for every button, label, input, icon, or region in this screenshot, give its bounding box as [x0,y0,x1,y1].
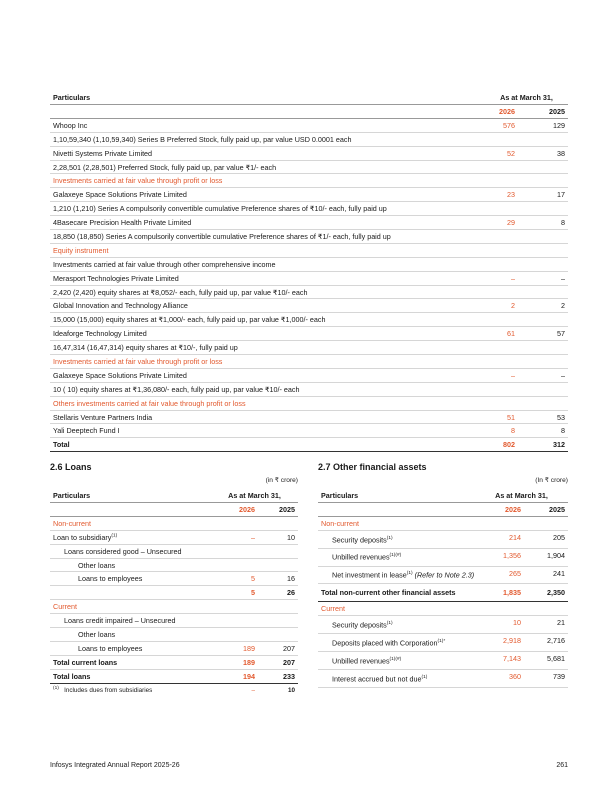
section-label: Current [318,602,568,616]
value-2026: 10 [475,616,521,634]
table-row [50,118,568,132]
value-2026: 7,143 [475,652,521,670]
value-2025: 21 [521,616,568,634]
row-label: Loans considered good – Unsecured [50,544,298,558]
value-2025: 739 [521,669,568,687]
value-2026 [455,396,515,410]
table-header [318,488,568,503]
section-label: Non-current [50,516,298,530]
value-2026: 2 [455,299,515,313]
row-label: 1,210 (1,210) Series A compulsorily convertible cumulative Preference shares of ₹10/- each, fully paid up [50,202,455,216]
value-2026: – [455,368,515,382]
value-2025 [515,174,568,188]
ofa-unit: (In ₹ crore) [535,477,568,484]
footnote-ref: (1) [386,535,393,541]
value-2025: 8 [515,216,568,230]
value-2025: 129 [515,118,568,132]
value-2026: 61 [455,327,515,341]
row-label: Galaxeye Space Solutions Private Limited [50,368,455,382]
row-label: Loans to employees [50,641,211,655]
total-row [50,438,568,452]
year-2026: 2026 [211,503,255,517]
year-2026: 2026 [475,503,521,517]
row-label: Loans to employees [50,572,211,586]
table-row [50,396,568,410]
row-label: Total non-current other financial assets [318,584,475,602]
value-2026 [455,285,515,299]
table-row [50,257,568,271]
row-label: Other loans [50,558,298,572]
row-label: Net investment in lease [332,570,407,580]
table-row [318,548,568,566]
row-label: Investments carried at fair value through profit or loss [50,174,455,188]
value-2026: 1,835 [475,584,521,602]
table-header [50,90,568,105]
row-label: Equity instrument [50,243,455,257]
table-row [318,652,568,670]
value-2025 [515,202,568,216]
value-2026: 360 [475,669,521,687]
value-2026 [455,382,515,396]
table-row [50,628,298,642]
col-period: As at March 31, [475,488,568,503]
footer-report-title: Infosys Integrated Annual Report 2025-26 [50,762,180,769]
value-2026: 194 [211,669,255,683]
section-label: Non-current [318,516,568,530]
note-reference: (Refer to Note 2.3) [412,570,475,580]
table-row [318,530,568,548]
col-period: As at March 31, [211,488,298,503]
value-2026 [455,313,515,327]
loans-table [50,488,298,696]
row-label: Unbilled revenues [332,656,390,666]
value-2025: 1,904 [521,548,568,566]
col-period: As at March 31, [455,90,568,105]
footnote-ref: (1) [386,620,393,626]
row-label: Loan to subsidiary [53,532,112,542]
footnote-ref: (1) [406,571,413,577]
value-2025: 312 [515,438,568,452]
loans-unit: (in ₹ crore) [265,477,298,484]
footnote-ref: (1) [111,533,118,539]
value-2026: 52 [455,146,515,160]
value-2026: – [211,530,255,544]
value-2026: 189 [211,641,255,655]
value-2026: 51 [455,410,515,424]
row-label: Merasport Technologies Private Limited [50,271,455,285]
value-2026: 189 [211,655,255,669]
table-row [50,146,568,160]
value-2025 [515,382,568,396]
table-row [318,602,568,616]
table-row [50,572,298,586]
row-label: Investments carried at fair value through other comprehensive income [50,257,455,271]
value-2025: 205 [521,530,568,548]
table-row [50,614,298,628]
row-label: Total loans [50,669,211,683]
subtotal-row [50,586,298,600]
value-2026: 214 [475,530,521,548]
value-2026: 1,356 [475,548,521,566]
ofa-table [318,488,568,688]
table-row [50,424,568,438]
total-current-row [50,655,298,669]
col-particulars: Particulars [50,90,455,105]
table-row [50,530,298,544]
value-2025: 2,350 [521,584,568,602]
row-label: Other loans [50,628,298,642]
value-2026 [455,132,515,146]
value-2026 [455,230,515,244]
row-label: 1,10,59,340 (1,10,59,340) Series B Preferred Stock, fully paid up, par value USD 0.0001 each [50,132,455,146]
table-row [50,327,568,341]
row-label: Yali Deeptech Fund I [50,424,455,438]
total-row [50,669,298,683]
table-row [50,368,568,382]
value-2025: 17 [515,188,568,202]
table-row [50,160,568,174]
table-row [50,313,568,327]
row-label: 16,47,314 (16,47,314) equity shares at ₹10/-, fully paid up [50,341,455,355]
value-2025 [515,341,568,355]
footnote-mark: (1) [53,685,59,691]
footnote-text: Includes dues from subsidiaries [64,687,153,695]
col-particulars: Particulars [318,488,475,503]
value-2026 [455,243,515,257]
row-label: Whoop Inc [50,118,455,132]
table-row [50,216,568,230]
row-label: Galaxeye Space Solutions Private Limited [50,188,455,202]
year-2026: 2026 [455,105,515,119]
row-label: Global Innovation and Technology Alliance [50,299,455,313]
ofa-title: 2.7 Other financial assets [318,462,427,472]
value-2026: 2,918 [475,634,521,652]
value-2025: 8 [515,424,568,438]
row-label: Interest accrued but not due [332,674,422,684]
page-number: 261 [556,762,568,769]
value-2026: – [455,271,515,285]
value-2025: 38 [515,146,568,160]
value-2025 [515,132,568,146]
table-row [50,382,568,396]
table-row [50,544,298,558]
value-2025: 233 [255,669,298,683]
value-2026: 8 [455,424,515,438]
table-row [50,188,568,202]
row-label: Others investments carried at fair value through profit or loss [50,396,455,410]
year-header [318,503,568,517]
row-label: Investments carried at fair value through profit or loss [50,355,455,369]
row-label: 2,420 (2,420) equity shares at ₹8,052/- each, fully paid up, par value ₹10/- each [50,285,455,299]
value-2025: 57 [515,327,568,341]
value-2025 [515,355,568,369]
value-2025 [515,160,568,174]
value-2026 [455,257,515,271]
table-row [50,341,568,355]
table-row [50,174,568,188]
year-2025: 2025 [255,503,298,517]
table-row [50,641,298,655]
value-2026: – [251,686,255,694]
value-2025: – [515,271,568,285]
value-2026: 576 [455,118,515,132]
footnote-ref: (1)(#) [389,656,402,662]
row-label: Ideaforge Technology Limited [50,327,455,341]
value-2026: 5 [211,572,255,586]
value-2025 [515,243,568,257]
value-2025: 10 [287,686,295,694]
footnote-ref: (1)* [437,638,446,644]
col-particulars: Particulars [50,488,211,503]
table-row [50,600,298,614]
value-2025 [515,285,568,299]
table-row [50,516,298,530]
table-row [318,669,568,687]
row-label: 4Basecare Precision Health Private Limited [50,216,455,230]
year-header [50,105,568,119]
footnote-ref: (1)(#) [389,553,402,559]
row-label: Stellaris Venture Partners India [50,410,455,424]
value-2026: 23 [455,188,515,202]
investments-table [50,90,568,452]
table-row [50,285,568,299]
value-2026: 5 [211,586,255,600]
value-2025 [515,313,568,327]
value-2025: 207 [255,655,298,669]
value-2025: 16 [255,572,298,586]
row-label: 15,000 (15,000) equity shares at ₹1,000/- each, fully paid up, par value ₹1,000/- each [50,313,455,327]
value-2025: 5,681 [521,652,568,670]
value-2025 [515,396,568,410]
value-2026: 29 [455,216,515,230]
value-2025: 241 [521,566,568,584]
table-row [50,355,568,369]
value-2025: 10 [255,530,298,544]
row-label: Total [50,438,455,452]
table-row [50,410,568,424]
row-label: Total current loans [50,655,211,669]
table-row [50,271,568,285]
total-noncurrent-row [318,584,568,602]
value-2026 [455,341,515,355]
row-label: 18,850 (18,850) Series A compulsorily convertible cumulative Preference shares of ₹1/- each, fully paid up [50,230,455,244]
year-header [50,503,298,517]
row-label: Nivetti Systems Private Limited [50,146,455,160]
table-row [50,202,568,216]
row-label: Security deposits [332,620,387,630]
table-row [50,558,298,572]
footnote-row [50,683,298,696]
value-2025: 53 [515,410,568,424]
table-row [50,230,568,244]
section-label: Current [50,600,298,614]
value-2026: 802 [455,438,515,452]
table-row [50,132,568,146]
table-row [318,634,568,652]
value-2025: 2 [515,299,568,313]
year-2025: 2025 [515,105,568,119]
value-2025: 2,716 [521,634,568,652]
row-label: Security deposits [332,534,387,544]
table-row [50,299,568,313]
value-2025: 207 [255,641,298,655]
year-2025: 2025 [521,503,568,517]
table-row [50,243,568,257]
value-2026 [455,355,515,369]
value-2025 [515,230,568,244]
value-2026 [455,160,515,174]
footnote-ref: (1) [421,674,428,680]
loans-title: 2.6 Loans [50,462,92,472]
row-label: 2,28,501 (2,28,501) Preferred Stock, fully paid up, par value ₹1/- each [50,160,455,174]
row-label: Loans credit impaired – Unsecured [50,614,298,628]
table-row [318,566,568,584]
row-label: Unbilled revenues [332,552,390,562]
row-label: 10 ( 10) equity shares at ₹1,36,080/- each, fully paid up, par value ₹10/- each [50,382,455,396]
value-2026 [455,202,515,216]
table-header [50,488,298,503]
value-2025 [515,257,568,271]
value-2025: 26 [255,586,298,600]
value-2026 [455,174,515,188]
value-2025: – [515,368,568,382]
table-row [318,616,568,634]
table-row [318,516,568,530]
value-2026: 265 [475,566,521,584]
row-label: Deposits placed with Corporation [332,638,438,648]
